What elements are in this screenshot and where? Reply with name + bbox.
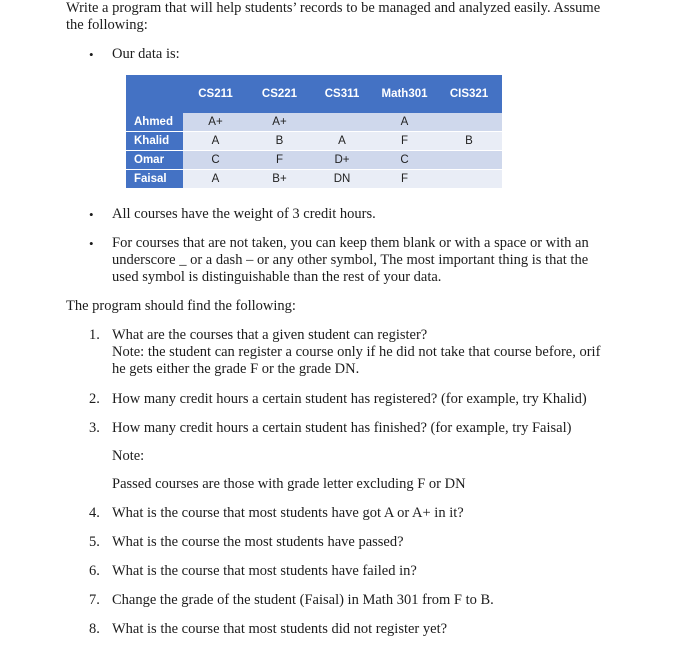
question-2: How many credit hours a certain student has registered? (for example, try Khalid) xyxy=(112,391,587,407)
bullet-blank-line-3: used symbol is distinguishable than the rest of your data. xyxy=(112,269,442,285)
student-name: Omar xyxy=(126,151,183,170)
grade-cell: B xyxy=(248,132,311,151)
question-6: What is the course that most students have failed in? xyxy=(112,563,417,579)
grade-cell: D+ xyxy=(311,151,373,170)
table-row xyxy=(126,132,502,151)
question-7: Change the grade of the student (Faisal) in Math 301 from F to B. xyxy=(112,592,494,608)
bullet-marker: • xyxy=(89,207,94,222)
table-corner xyxy=(126,75,183,113)
bullet-blank-line-1: For courses that are not taken, you can keep them blank or with a space or with an xyxy=(112,235,589,251)
table-row xyxy=(126,170,502,189)
table-row xyxy=(126,151,502,170)
note-text: Passed courses are those with grade letter excluding F or DN xyxy=(112,476,466,492)
grade-cell: B+ xyxy=(248,170,311,189)
data-label: Our data is: xyxy=(112,46,180,62)
grade-cell xyxy=(436,151,502,170)
student-name: Ahmed xyxy=(126,113,183,132)
question-1-note-line-2: he gets either the grade F or the grade DN. xyxy=(112,361,360,377)
intro-line-2: the following: xyxy=(66,17,148,33)
list-number: 5. xyxy=(89,534,100,550)
program-intro: The program should find the following: xyxy=(66,298,296,314)
student-name: Faisal xyxy=(126,170,183,189)
grade-cell: C xyxy=(183,151,248,170)
list-number: 4. xyxy=(89,505,100,521)
grade-cell xyxy=(436,113,502,132)
student-name: Khalid xyxy=(126,132,183,151)
grades-table xyxy=(126,75,502,189)
grade-cell: F xyxy=(373,170,436,189)
course-header: CS311 xyxy=(311,75,373,113)
bullet-marker: • xyxy=(89,236,94,251)
question-8: What is the course that most students did not register yet? xyxy=(112,621,448,637)
course-header: CS211 xyxy=(183,75,248,113)
bullet-marker: • xyxy=(89,47,94,62)
grade-cell: F xyxy=(373,132,436,151)
course-header: CS221 xyxy=(248,75,311,113)
grade-cell: A+ xyxy=(248,113,311,132)
question-4: What is the course that most students have got A or A+ in it? xyxy=(112,505,464,521)
intro-line-1: Write a program that will help students’ records to be managed and analyzed easily. Assume xyxy=(66,0,601,16)
question-5: What is the course the most students have passed? xyxy=(112,534,404,550)
table-row xyxy=(126,113,502,132)
grade-cell: A xyxy=(373,113,436,132)
course-header: Math301 xyxy=(373,75,436,113)
grade-cell: F xyxy=(248,151,311,170)
question-1: What are the courses that a given student can register? xyxy=(112,327,428,343)
grade-cell: A+ xyxy=(183,113,248,132)
grade-cell xyxy=(311,113,373,132)
list-number: 8. xyxy=(89,621,100,637)
grade-cell: A xyxy=(183,170,248,189)
grade-cell xyxy=(436,170,502,189)
list-number: 1. xyxy=(89,327,100,343)
grade-cell: A xyxy=(183,132,248,151)
grade-cell: C xyxy=(373,151,436,170)
question-3: How many credit hours a certain student has finished? (for example, try Faisal) xyxy=(112,420,572,436)
list-number: 7. xyxy=(89,592,100,608)
grade-cell: A xyxy=(311,132,373,151)
question-1-note-line-1: Note: the student can register a course only if he did not take that course before, orif xyxy=(112,344,601,360)
note-label: Note: xyxy=(112,448,145,464)
bullet-blank-line-2: underscore _ or a dash – or any other symbol, The most important thing is that the xyxy=(112,252,589,268)
list-number: 2. xyxy=(89,391,100,407)
list-number: 6. xyxy=(89,563,100,579)
list-number: 3. xyxy=(89,420,100,436)
grade-cell: DN xyxy=(311,170,373,189)
course-header: CIS321 xyxy=(436,75,502,113)
grade-cell: B xyxy=(436,132,502,151)
bullet-weight: All courses have the weight of 3 credit hours. xyxy=(112,206,376,222)
